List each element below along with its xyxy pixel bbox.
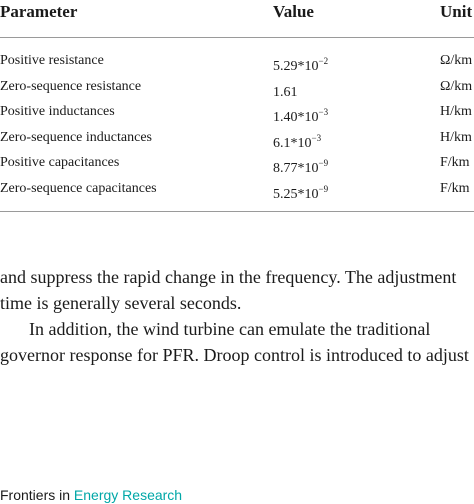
table-bottom-rule <box>0 211 474 212</box>
cell-unit: Ω/km <box>440 79 473 94</box>
cell-parameter: Positive capacitances <box>0 155 120 170</box>
cell-parameter: Zero-sequence resistance <box>0 79 142 94</box>
cell-value: $5.29*10^{-2}$ <box>273 56 329 74</box>
header-rule <box>0 37 474 38</box>
header-value: Value <box>273 2 314 21</box>
body-text-line-1: and suppress the rapid change in the frequency. The adjustment <box>0 267 457 287</box>
table-row <box>0 129 474 154</box>
cell-value: 1.61 <box>273 85 298 100</box>
table-row <box>0 154 474 179</box>
cell-unit: F/km <box>440 155 470 170</box>
footer-prefix: Frontiers in <box>0 487 71 503</box>
header-parameter: Parameter <box>0 2 78 21</box>
cell-unit: Ω/km <box>440 53 473 68</box>
table-row <box>0 103 474 128</box>
cell-unit: F/km <box>440 181 470 196</box>
table-header <box>0 0 474 36</box>
body-text-line-3: In addition, the wind turbine can emulate the traditional <box>29 319 431 339</box>
footer-brand: Energy Research <box>73 487 183 503</box>
cell-value: $5.25*10^{-9}$ <box>273 184 329 202</box>
cell-unit: H/km <box>440 104 472 119</box>
header-unit: Unit <box>440 2 473 21</box>
table-row <box>0 52 474 77</box>
table-row <box>0 180 474 205</box>
cell-parameter: Zero-sequence capacitances <box>0 181 157 196</box>
cell-parameter: Zero-sequence inductances <box>0 130 152 145</box>
cell-value: $8.77*10^{-9}$ <box>273 158 329 176</box>
body-text-line-2: time is generally several seconds. <box>0 293 242 313</box>
body-text-line-4: governor response for PFR. Droop control is introduced to adjust <box>0 345 469 365</box>
journal-footer <box>0 487 182 503</box>
table-row <box>0 78 474 103</box>
cell-parameter: Positive inductances <box>0 104 115 119</box>
cell-unit: H/km <box>440 130 472 145</box>
cell-value: $1.40*10^{-3}$ <box>273 107 329 125</box>
cell-value: $6.1*10^{-3}$ <box>273 133 322 151</box>
cell-parameter: Positive resistance <box>0 53 104 68</box>
